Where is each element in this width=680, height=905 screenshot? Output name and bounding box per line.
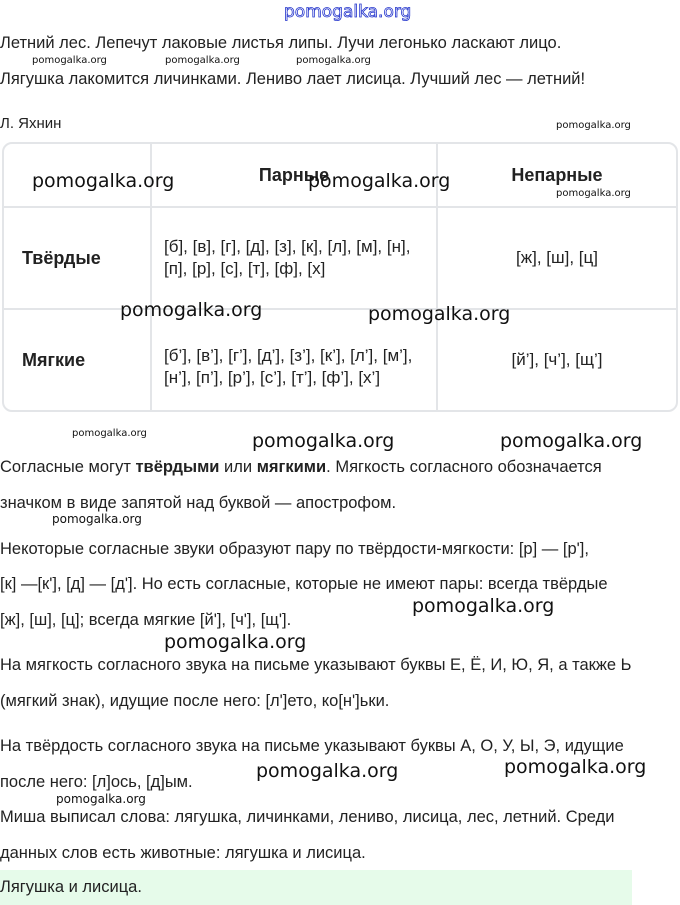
paragraph-line: данных слов есть животные: лягушка и лисица. <box>0 844 366 862</box>
watermark: pomogalka.org <box>556 120 631 131</box>
poem-line: Летний лес. Лепечут лаковые листья липы. Лучи легонько ласкают лицо. <box>0 34 562 52</box>
watermark: pomogalka.org <box>296 55 371 66</box>
paragraph-line: после него: [л]ось, [д]ым. <box>0 773 193 791</box>
cell-unpaired: [й’], [ч’], [щ’] <box>511 350 603 369</box>
watermark: pomogalka.org <box>504 756 647 778</box>
watermark: pomogalka.org <box>252 430 395 452</box>
row-label: Твёрдые <box>4 208 152 310</box>
paragraph-line: [к] —[к'], [д] — [д']. Но есть согласные, которые не имеют пары: всегда твёрдые <box>0 575 608 593</box>
paragraph-line: [ж], [ш], [ц]; всегда мягкие [й'], [ч'], [щ']. <box>0 611 292 629</box>
watermark: pomogalka.org <box>256 760 399 782</box>
cell-paired: [б], [в], [г], [д], [з], [к], [л], [м], [н], [п], [р], [с], [т], [ф], [х] <box>152 208 438 310</box>
watermark: pomogalka.org <box>120 299 263 321</box>
watermark: pomogalka.org <box>556 188 631 199</box>
watermark: pomogalka.org <box>56 792 146 806</box>
paragraph-line: Миша выписал слова: лягушка, личинками, лениво, лисица, лес, летний. Среди <box>0 808 615 826</box>
poem-line: Лягушка лакомится личинками. Лениво лает лисица. Лучший лес — летний! <box>0 70 586 88</box>
row-label: Мягкие <box>4 310 152 410</box>
table-row <box>4 310 676 410</box>
cell-paired: [б’], [в’], [г’], [д’], [з’], [к’], [л’], [м’], [н’], [п’], [р’], [с’], [т’], [ф’], [х’] <box>152 310 438 410</box>
table-header-unpaired: Непарные <box>438 144 676 208</box>
paragraph-line: На твёрдость согласного звука на письме указывают буквы А, О, У, Ы, Э, идущие <box>0 737 624 755</box>
cell-unpaired: [ж], [ш], [ц] <box>438 208 676 310</box>
watermark: pomogalka.org <box>164 631 307 653</box>
paragraph-line: Некоторые согласные звуки образуют пару по твёрдости-мягкости: [р] — [р'], <box>0 540 589 558</box>
author: Л. Яхнин <box>0 115 62 132</box>
paragraph-line: значком в виде запятой над буквой — апострофом. <box>0 494 397 512</box>
answer-text: Лягушка и лисица. <box>0 878 142 896</box>
watermark: pomogalka.org <box>165 55 240 66</box>
watermark-logo: pomogalka.org <box>284 2 412 22</box>
table-header-paired: Парные <box>152 144 438 208</box>
watermark: pomogalka.org <box>412 595 555 617</box>
watermark: pomogalka.org <box>368 303 511 325</box>
watermark: pomogalka.org <box>500 430 643 452</box>
watermark: pomogalka.org <box>32 55 107 66</box>
watermark: pomogalka.org <box>52 512 142 526</box>
watermark: pomogalka.org <box>32 170 175 192</box>
paragraph-line: (мягкий знак), идущие после него: [л']ето, ко[н']ьки. <box>0 692 390 710</box>
watermark: pomogalka.org <box>308 170 451 192</box>
watermark: pomogalka.org <box>72 428 147 439</box>
paragraph-line: На мягкость согласного звука на письме указывают буквы Е, Ё, И, Ю, Я, а также Ь <box>0 656 632 674</box>
table-row <box>4 208 676 310</box>
paragraph-line: Согласные могут твёрдыми или мягкими. Мягкость согласного обозначается <box>0 458 602 476</box>
